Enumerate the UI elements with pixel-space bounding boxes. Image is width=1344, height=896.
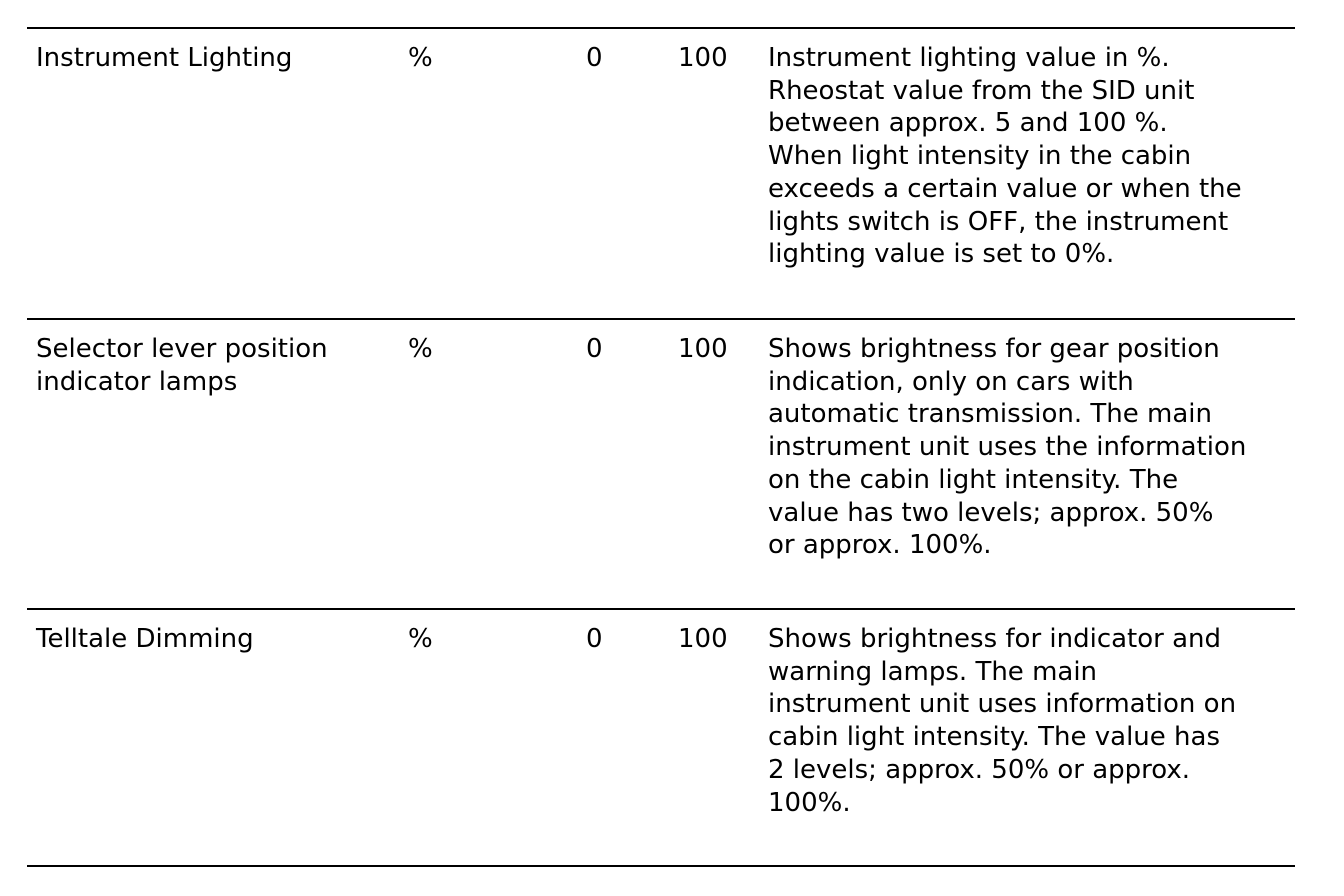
parameter-min: 0 — [586, 624, 603, 654]
parameter-max: 100 — [678, 43, 728, 73]
parameter-max: 100 — [678, 624, 728, 654]
parameter-description: Shows brightness for gear position indication, only on cars with automatic transmission. The main instrument unit uses the information on the cabin light intensity. The value has two levels; approx. 50% or approx. 100%. — [768, 334, 1247, 561]
parameter-name: Instrument Lighting — [36, 43, 293, 73]
parameter-min: 0 — [586, 43, 603, 73]
signal-table — [27, 27, 1295, 867]
parameter-description: Instrument lighting value in %. Rheostat value from the SID unit between approx. 5 and 100 %. When light intensity in the cabin exceeds a certain value or when the lights switch is OFF, the instrument lighting value is set to 0%. — [768, 43, 1242, 270]
table-row — [27, 610, 1295, 865]
parameter-unit: % — [408, 334, 433, 364]
table-rule — [27, 865, 1295, 867]
table-row — [27, 29, 1295, 318]
table-row — [27, 320, 1295, 608]
parameter-name: Telltale Dimming — [36, 624, 254, 654]
parameter-unit: % — [408, 624, 433, 654]
parameter-name: Selector lever position indicator lamps — [36, 334, 328, 397]
parameter-description: Shows brightness for indicator and warning lamps. The main instrument unit uses information on cabin light intensity. The value has 2 levels; approx. 50% or approx. 100%. — [768, 624, 1237, 818]
parameter-max: 100 — [678, 334, 728, 364]
parameter-unit: % — [408, 43, 433, 73]
parameter-min: 0 — [586, 334, 603, 364]
